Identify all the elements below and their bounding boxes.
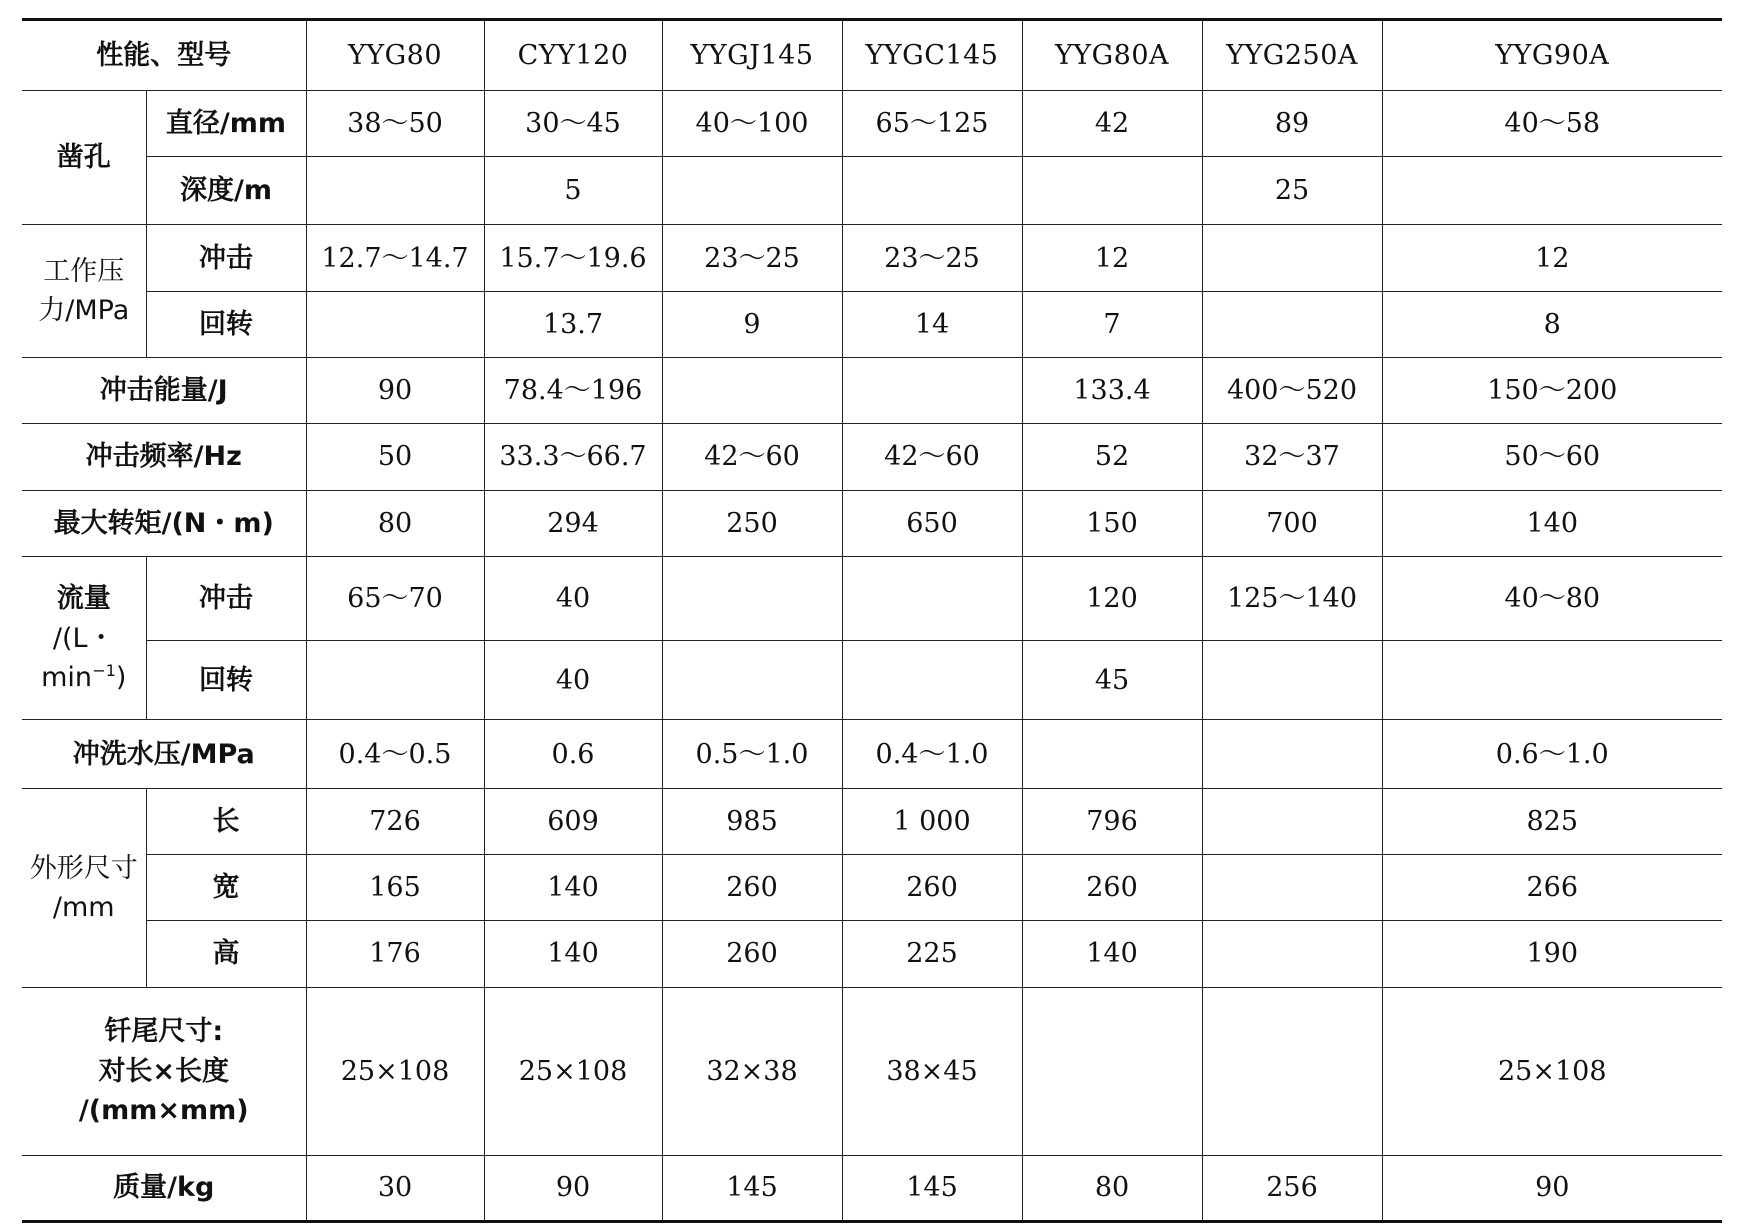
table-cell [1382, 640, 1722, 720]
row-label-max-torque: 最大转矩/(N・m) [22, 490, 306, 556]
group-working-pressure [22, 225, 146, 358]
row-shank-size [22, 987, 1722, 1155]
table-cell: 260 [662, 855, 842, 921]
header-model-1: YYG80 [306, 20, 484, 91]
table-cell: 225 [842, 921, 1022, 987]
row-max-torque [22, 490, 1722, 556]
table-cell: 90 [306, 358, 484, 424]
table-cell: 8 [1382, 291, 1722, 357]
header-model-3: YYGJ145 [662, 20, 842, 91]
row-label-flow-rotation: 回转 [146, 640, 306, 720]
row-drill-depth [22, 156, 1722, 224]
table-cell: 1 000 [842, 788, 1022, 854]
table-cell: 0.6 [484, 720, 662, 788]
row-pressure-impact [22, 225, 1722, 291]
table-cell: 140 [1382, 490, 1722, 556]
group-flow-line3 [22, 658, 146, 697]
table-cell: 140 [1022, 921, 1202, 987]
table-cell: 400～520 [1202, 358, 1382, 424]
table-cell: 50 [306, 424, 484, 490]
row-label-depth: 深度/m [146, 156, 306, 224]
table-cell [1022, 720, 1202, 788]
table-cell: 294 [484, 490, 662, 556]
table-cell: 0.6～1.0 [1382, 720, 1722, 788]
group-drilling: 凿孔 [22, 90, 146, 225]
row-dim-height [22, 921, 1722, 987]
table-cell [662, 358, 842, 424]
table-cell: 5 [484, 156, 662, 224]
header-model-6: YYG250A [1202, 20, 1382, 91]
table-cell: 12 [1382, 225, 1722, 291]
group-flow-line2: /(L・ [52, 622, 115, 654]
table-cell [1022, 987, 1202, 1155]
table-cell: 609 [484, 788, 662, 854]
row-pressure-rotation [22, 291, 1722, 357]
table-cell: 0.5～1.0 [662, 720, 842, 788]
header-model-5: YYG80A [1022, 20, 1202, 91]
table-cell [1202, 987, 1382, 1155]
group-dimensions [22, 788, 146, 987]
table-cell [1202, 291, 1382, 357]
table-cell: 260 [662, 921, 842, 987]
group-flow-line3-sup: −1 [92, 660, 116, 680]
row-label-rotation: 回转 [146, 291, 306, 357]
table-cell: 38×45 [842, 987, 1022, 1155]
table-cell: 650 [842, 490, 1022, 556]
table-cell: 40 [484, 640, 662, 720]
table-cell: 266 [1382, 855, 1722, 921]
group-flow-line1: 流量 [56, 583, 111, 615]
table-cell: 12.7～14.7 [306, 225, 484, 291]
row-label-height: 高 [146, 921, 306, 987]
group-flow-line3-tail: ) [115, 661, 127, 693]
table-cell: 7 [1022, 291, 1202, 357]
table-cell: 65～70 [306, 556, 484, 640]
table-cell: 150～200 [1382, 358, 1722, 424]
table-cell: 89 [1202, 90, 1382, 156]
table-cell: 250 [662, 490, 842, 556]
table-cell [1202, 788, 1382, 854]
table-cell: 256 [1202, 1155, 1382, 1221]
table-cell: 133.4 [1022, 358, 1202, 424]
row-flush-pressure [22, 720, 1722, 788]
table-cell [1202, 855, 1382, 921]
row-label-width: 宽 [146, 855, 306, 921]
table-cell: 52 [1022, 424, 1202, 490]
table-cell: 125～140 [1202, 556, 1382, 640]
table-cell: 796 [1022, 788, 1202, 854]
table-cell: 42 [1022, 90, 1202, 156]
table-cell: 150 [1022, 490, 1202, 556]
header-model-7: YYG90A [1382, 20, 1722, 91]
row-label-shank-line1: 钎尾尺寸: [104, 1016, 224, 1048]
row-label-flow-impact: 冲击 [146, 556, 306, 640]
header-row [22, 20, 1722, 91]
table-cell: 0.4～1.0 [842, 720, 1022, 788]
group-dimensions-line1: 外形尺寸 [29, 852, 138, 884]
specification-table [22, 18, 1722, 1223]
table-cell: 33.3～66.7 [484, 424, 662, 490]
row-label-impact-energy: 冲击能量/J [22, 358, 306, 424]
table-cell: 40～58 [1382, 90, 1722, 156]
table-cell [1202, 921, 1382, 987]
table-cell: 30～45 [484, 90, 662, 156]
table-cell: 50～60 [1382, 424, 1722, 490]
table-cell [306, 156, 484, 224]
table-cell: 14 [842, 291, 1022, 357]
table-cell: 176 [306, 921, 484, 987]
table-cell [842, 156, 1022, 224]
table-cell: 25×108 [484, 987, 662, 1155]
table-cell: 80 [306, 490, 484, 556]
group-working-pressure-line2: 力/MPa [38, 295, 130, 327]
table-cell: 9 [662, 291, 842, 357]
group-dimensions-line2: /mm [52, 891, 115, 923]
table-cell: 825 [1382, 788, 1722, 854]
header-model-4: YYGC145 [842, 20, 1022, 91]
table-cell: 260 [842, 855, 1022, 921]
table-cell: 23～25 [662, 225, 842, 291]
table-cell: 140 [484, 921, 662, 987]
row-dim-width [22, 855, 1722, 921]
row-label-diameter: 直径/mm [146, 90, 306, 156]
row-label-impact: 冲击 [146, 225, 306, 291]
table-cell [306, 291, 484, 357]
row-flow-rotation [22, 640, 1722, 720]
table-cell: 90 [1382, 1155, 1722, 1221]
table-cell: 145 [662, 1155, 842, 1221]
table-cell [842, 640, 1022, 720]
table-cell [1202, 640, 1382, 720]
table-cell: 0.4～0.5 [306, 720, 484, 788]
table-cell: 13.7 [484, 291, 662, 357]
table-cell [1022, 156, 1202, 224]
table-cell: 25×108 [306, 987, 484, 1155]
table-cell: 165 [306, 855, 484, 921]
row-label-mass: 质量/kg [22, 1155, 306, 1221]
table-cell: 38～50 [306, 90, 484, 156]
row-flow-impact [22, 556, 1722, 640]
table-cell: 80 [1022, 1155, 1202, 1221]
header-model-2: CYY120 [484, 20, 662, 91]
table-cell: 700 [1202, 490, 1382, 556]
table-cell: 23～25 [842, 225, 1022, 291]
row-impact-energy [22, 358, 1722, 424]
table-cell: 15.7～19.6 [484, 225, 662, 291]
table-cell: 260 [1022, 855, 1202, 921]
table-cell [662, 640, 842, 720]
table-cell: 25 [1202, 156, 1382, 224]
row-label-flush-pressure: 冲洗水压/MPa [22, 720, 306, 788]
table-cell: 90 [484, 1155, 662, 1221]
table-cell: 42～60 [662, 424, 842, 490]
table-cell: 32～37 [1202, 424, 1382, 490]
table-cell: 78.4～196 [484, 358, 662, 424]
table-cell: 45 [1022, 640, 1202, 720]
table-cell [662, 156, 842, 224]
table-cell [662, 556, 842, 640]
row-label-shank-line2: 对长×长度 [98, 1055, 230, 1087]
row-mass [22, 1155, 1722, 1221]
table-cell: 12 [1022, 225, 1202, 291]
table-cell: 32×38 [662, 987, 842, 1155]
table-cell: 190 [1382, 921, 1722, 987]
header-corner: 性能、型号 [22, 20, 306, 91]
row-impact-frequency [22, 424, 1722, 490]
group-flow [22, 556, 146, 719]
group-working-pressure-line1: 工作压 [43, 256, 125, 288]
row-label-shank-size [22, 987, 306, 1155]
table-cell [842, 556, 1022, 640]
table-cell: 30 [306, 1155, 484, 1221]
group-flow-line3-base: min [41, 661, 92, 693]
row-drill-diameter [22, 90, 1722, 156]
table-cell: 726 [306, 788, 484, 854]
table-cell: 42～60 [842, 424, 1022, 490]
table-cell: 40 [484, 556, 662, 640]
table-cell [1202, 225, 1382, 291]
table-cell: 145 [842, 1155, 1022, 1221]
table-cell: 65～125 [842, 90, 1022, 156]
table-cell: 40～80 [1382, 556, 1722, 640]
table-cell: 40～100 [662, 90, 842, 156]
table-cell [842, 358, 1022, 424]
row-dim-length [22, 788, 1722, 854]
table-cell [1382, 156, 1722, 224]
table-cell: 120 [1022, 556, 1202, 640]
table-cell: 140 [484, 855, 662, 921]
row-label-shank-line3: /(mm×mm) [78, 1094, 249, 1126]
row-label-impact-frequency: 冲击频率/Hz [22, 424, 306, 490]
table-cell [1202, 720, 1382, 788]
table-cell: 25×108 [1382, 987, 1722, 1155]
row-label-length: 长 [146, 788, 306, 854]
table-cell: 985 [662, 788, 842, 854]
table-cell [306, 640, 484, 720]
